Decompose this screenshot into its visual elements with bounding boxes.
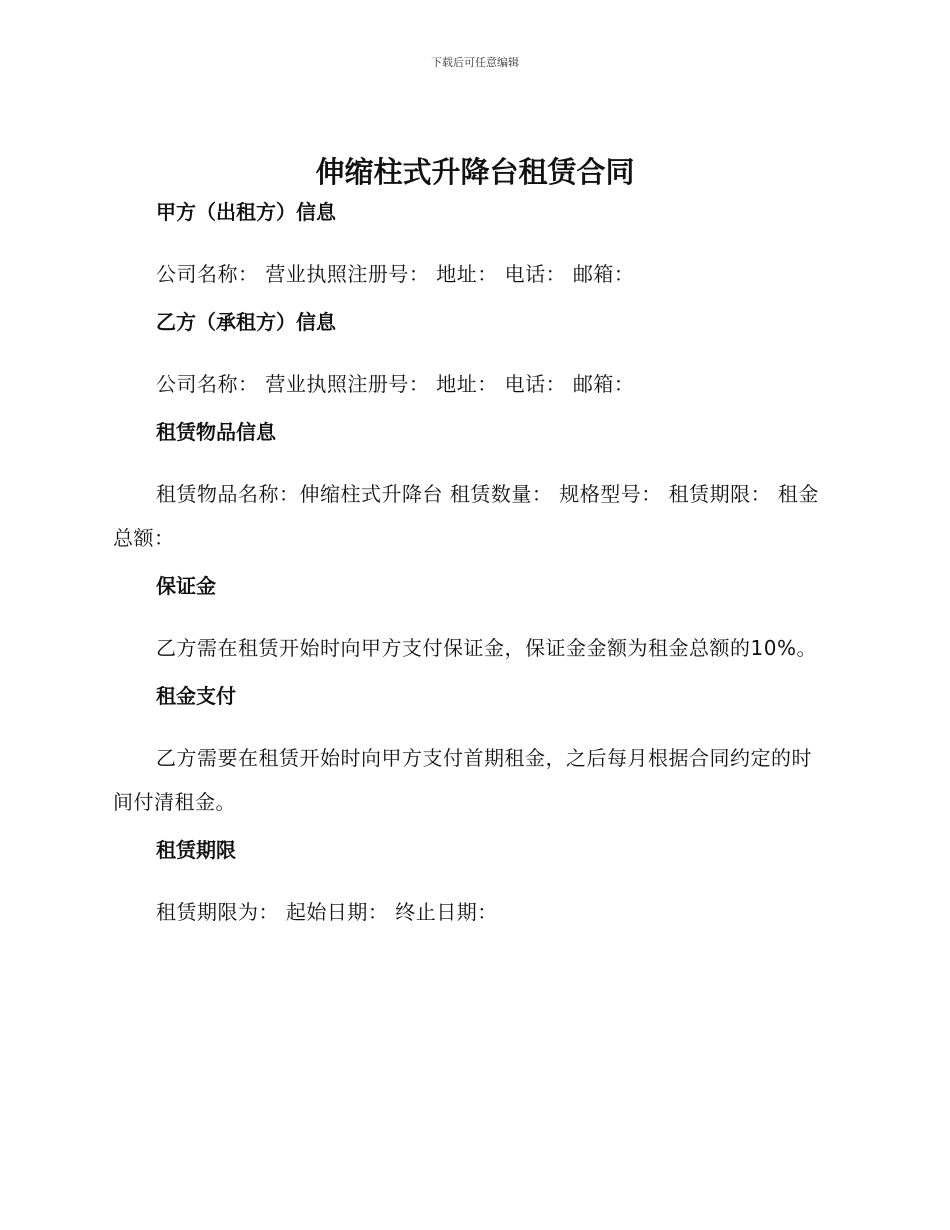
section-heading: 租金支付 — [156, 684, 236, 708]
section-heading: 租赁物品信息 — [156, 420, 276, 444]
section-paragraph: 公司名称： 营业执照注册号： 地址： 电话： 邮箱： — [156, 262, 635, 286]
section-paragraph: 租赁物品名称：伸缩柱式升降台 租赁数量： 规格型号： 租赁期限： 租金总额： — [113, 482, 819, 550]
page-header-note: 下载后可任意编辑 — [431, 56, 519, 69]
section-deposit — [113, 572, 831, 670]
section-heading: 甲方（出租方）信息 — [156, 200, 336, 224]
section-rental-item — [113, 418, 831, 560]
section-paragraph: 乙方需在租赁开始时向甲方支付保证金，保证金金额为租金总额的10%。 — [156, 636, 817, 660]
document-body — [113, 198, 831, 934]
section-rent-payment — [113, 682, 831, 824]
section-heading: 租赁期限 — [156, 838, 236, 862]
section-heading: 保证金 — [156, 574, 216, 598]
section-heading: 乙方（承租方）信息 — [156, 310, 336, 334]
section-paragraph: 乙方需要在租赁开始时向甲方支付首期租金，之后每月根据合同约定的时间付清租金。 — [113, 746, 812, 814]
section-party-b — [113, 308, 831, 406]
section-paragraph: 租赁期限为： 起始日期： 终止日期： — [156, 900, 498, 924]
document-title: 伸缩柱式升降台租赁合同 — [315, 155, 635, 189]
section-paragraph: 公司名称： 营业执照注册号： 地址： 电话： 邮箱： — [156, 372, 635, 396]
section-rental-term — [113, 836, 831, 934]
section-party-a — [113, 198, 831, 296]
